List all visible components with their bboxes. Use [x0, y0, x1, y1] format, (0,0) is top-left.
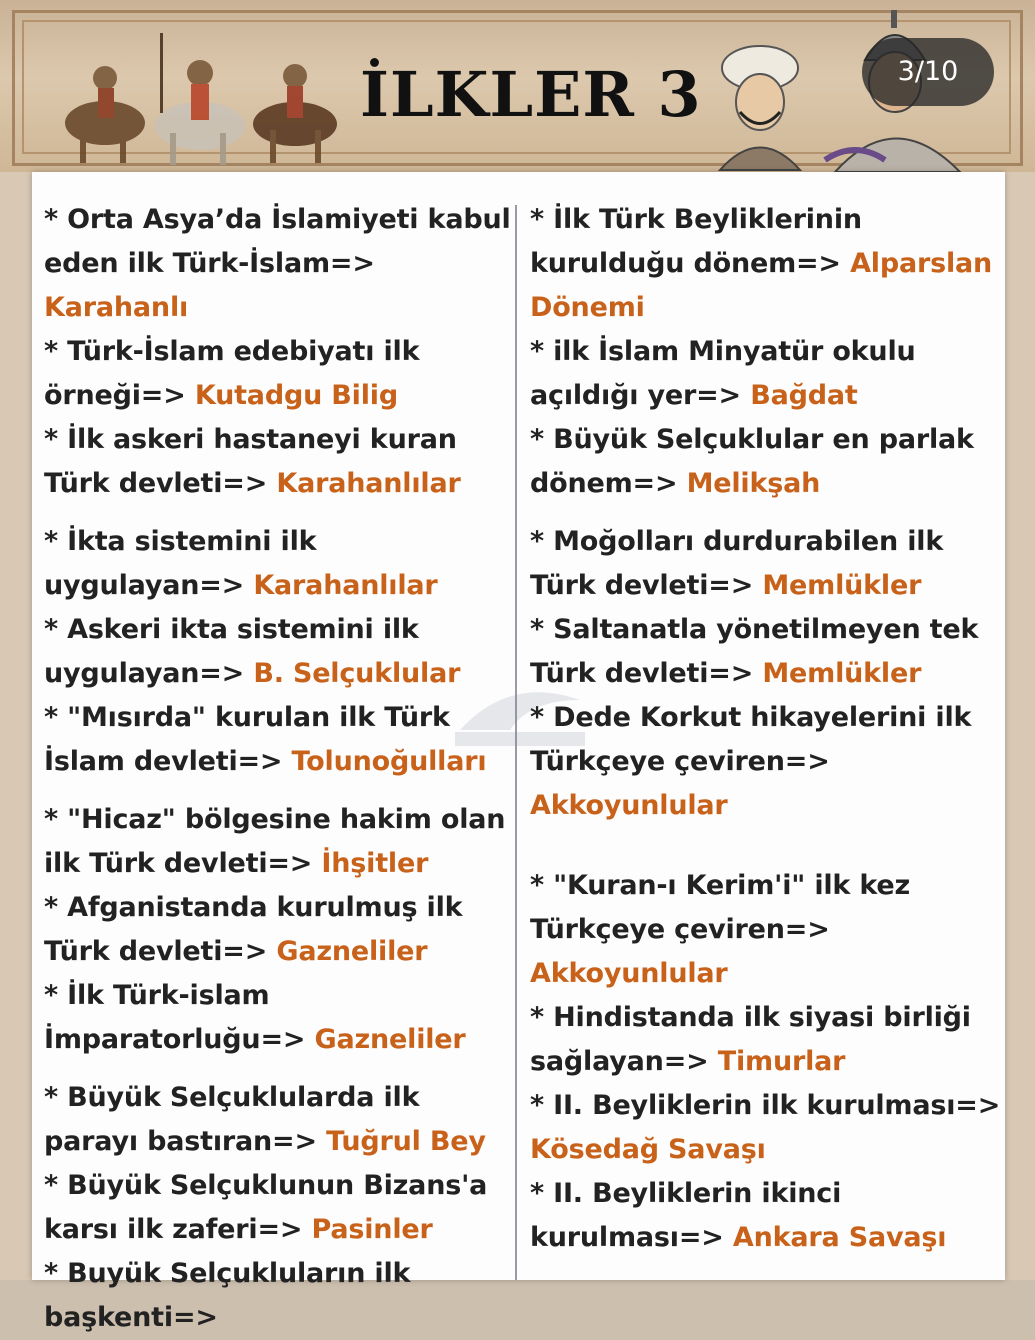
entry-answer: Timurlar: [717, 1046, 846, 1077]
list-item: [44, 798, 514, 886]
list-item: [44, 974, 514, 1062]
list-item: [44, 1252, 514, 1340]
list-item: [44, 696, 514, 784]
section-gap: [530, 506, 1005, 520]
entry-question: * Orta Asya’da İslamiyeti kabul eden ilk Türk-İslam=>: [44, 204, 511, 279]
entry-question: * "Mısırda" kurulan ilk Türk İslam devleti=>: [44, 702, 450, 777]
section-gap: [530, 828, 1005, 864]
list-item: [530, 198, 1005, 330]
section-gap: [44, 1062, 514, 1076]
turbaned-sultan-portrait: [705, 40, 815, 170]
entry-answer: Melikşah: [686, 468, 821, 499]
entry-answer: Tolunoğulları: [291, 746, 487, 777]
slide-counter-badge: 3/10: [862, 38, 994, 106]
entry-question: * ilk İslam Minyatür okulu açıldığı yer=>: [530, 336, 916, 411]
entry-answer: Kösedağ Savaşı: [530, 1134, 766, 1165]
list-item: [530, 696, 1005, 828]
entry-answer: B. Selçuklular: [253, 658, 461, 689]
section-gap: [44, 784, 514, 798]
entry-question: * Büyük Selçuklularda ilk parayı bastıran=>: [44, 1082, 420, 1157]
list-item: [530, 520, 1005, 608]
list-item: [44, 1076, 514, 1164]
entry-question: * Büyük Selçuklular en parlak dönem=>: [530, 424, 974, 499]
entry-answer: İhşitler: [321, 848, 429, 879]
header-banner: [0, 0, 1035, 172]
entry-answer: Memlükler: [762, 570, 922, 601]
entry-answer: Pasinler: [311, 1214, 433, 1245]
list-item: [530, 1172, 1005, 1260]
entry-answer: Gazneliler: [314, 1024, 466, 1055]
entry-question: * "Kuran-ı Kerim'i" ilk kez Türkçeye çeviren=>: [530, 870, 911, 945]
entry-question: * İlk Türk-islam İmparatorluğu=>: [44, 980, 315, 1055]
list-item: [44, 608, 514, 696]
entry-answer: Kutadgu Bilig: [194, 380, 398, 411]
list-item: [44, 418, 514, 506]
entry-question: * Buyük Selçukluların ilk başkenti=>: [44, 1258, 411, 1333]
list-item: [530, 418, 1005, 506]
list-item: [530, 330, 1005, 418]
entry-question: * İlk askeri hastaneyi kuran Türk devleti=>: [44, 424, 457, 499]
entry-question: * Saltanatla yönetilmeyen tek Türk devleti=>: [530, 614, 979, 689]
entry-answer: Karahanlılar: [276, 468, 461, 499]
list-item: [44, 1164, 514, 1252]
horseman-warriors-illustration: [60, 28, 350, 168]
entry-question: * Büyük Selçuklunun Bizans'a karsı ilk zaferi=>: [44, 1170, 488, 1245]
entry-question: * Dede Korkut hikayelerini ilk Türkçeye çeviren=>: [530, 702, 972, 777]
section-gap: [44, 506, 514, 520]
entry-answer: Memlükler: [762, 658, 922, 689]
entry-answer: Bağdat: [750, 380, 858, 411]
entry-question: * "Hicaz" bölgesine hakim olan ilk Türk devleti=>: [44, 804, 506, 879]
entry-question: * II. Beyliklerin ikinci kurulması=>: [530, 1178, 842, 1253]
entry-answer: Karahanlı: [44, 292, 189, 323]
list-item: [530, 608, 1005, 696]
list-item: [530, 864, 1005, 996]
entry-question: * II. Beyliklerin ilk kurulması=>: [530, 1090, 1001, 1121]
entry-question: * Hindistanda ilk siyasi birliği sağlayan=>: [530, 1002, 971, 1077]
right-column: [530, 198, 1005, 1260]
list-item: [530, 996, 1005, 1084]
entry-answer: Tuğrul Bey: [326, 1126, 486, 1157]
page-title: İLKLER 3: [360, 58, 702, 131]
list-item: [530, 1084, 1005, 1172]
entry-question: * İlk Türk Beyliklerinin kurulduğu dönem=>: [530, 204, 862, 279]
entry-question: * Moğolları durdurabilen ilk Türk devleti=>: [530, 526, 944, 601]
list-item: [44, 330, 514, 418]
list-item: [44, 520, 514, 608]
entry-answer: Karahanlılar: [253, 570, 438, 601]
entry-answer: Akkoyunlular: [530, 790, 728, 821]
entry-answer: Akkoyunlular: [530, 958, 728, 989]
entry-answer: Gazneliler: [276, 936, 428, 967]
left-column: [44, 198, 514, 1340]
entry-question: * Askeri ikta sistemini ilk uygulayan=>: [44, 614, 419, 689]
entry-question: * İkta sistemini ilk uygulayan=>: [44, 526, 317, 601]
entry-question: * Türk-İslam edebiyatı ilk örneği=>: [44, 336, 420, 411]
list-item: [44, 198, 514, 330]
list-item: [44, 886, 514, 974]
entry-answer: Alparslan Dönemi: [530, 248, 993, 323]
entry-answer: Ankara Savaşı: [732, 1222, 947, 1253]
entry-question: * Afganistanda kurulmuş ilk Türk devleti=>: [44, 892, 463, 967]
